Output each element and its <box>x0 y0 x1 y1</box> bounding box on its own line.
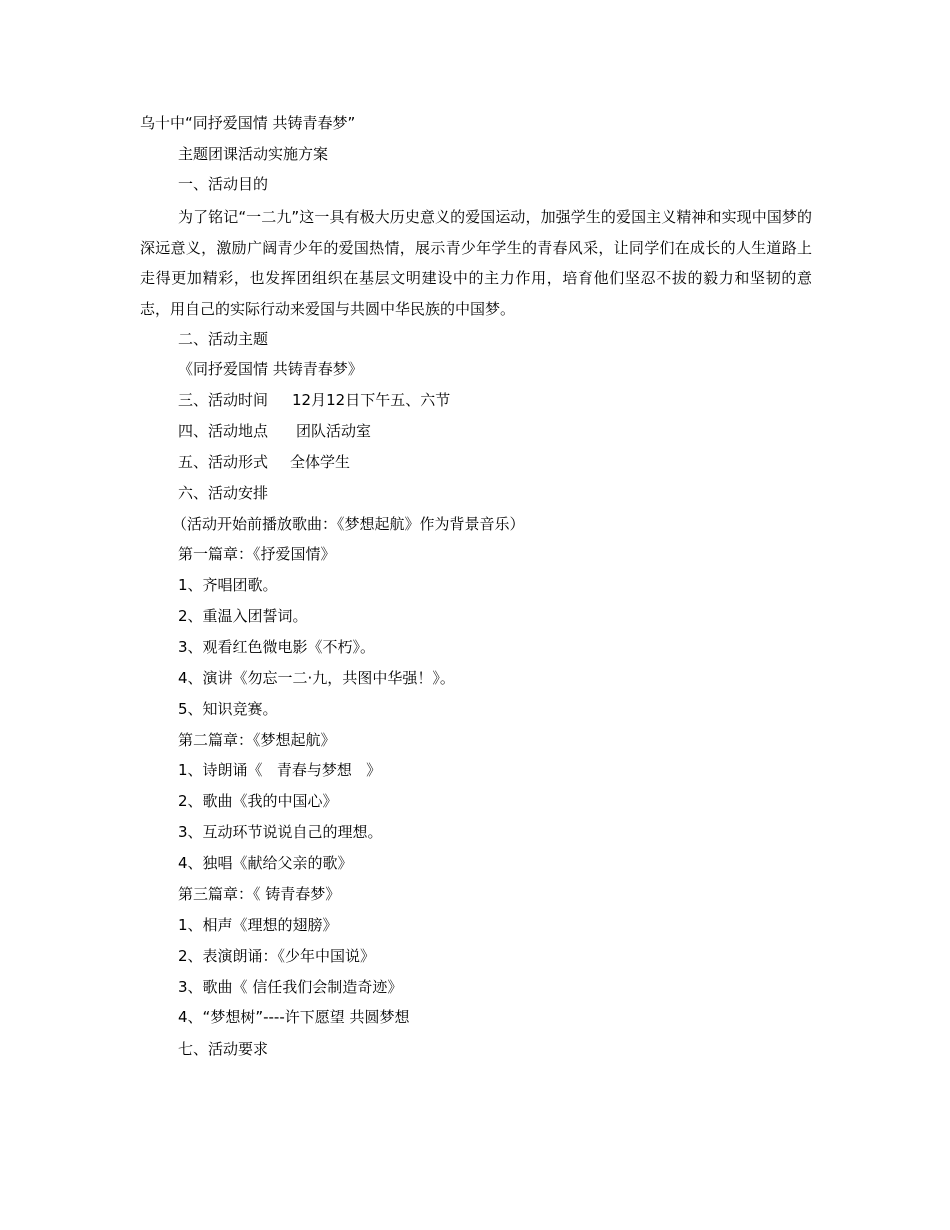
section-heading-purpose: 一、活动目的 <box>178 175 269 193</box>
time-label: 三、活动时间 <box>178 391 269 409</box>
section-heading-requirements: 七、活动要求 <box>178 1040 269 1058</box>
chapter1-item: 5、知识竞赛。 <box>178 700 278 718</box>
chapter2-heading: 第二篇章：《梦想起航》 <box>178 731 336 749</box>
chapter1-item: 4、演讲《勿忘一二·九，共图中华强！》。 <box>178 669 455 687</box>
purpose-paragraph: 为了铭记“一二九”这一具有极大历史意义的爱国运动，加强学生的爱国主义精神和实现中国梦的深远意义，激励广阔青少年的爱国热情，展示青少年学生的青春风采，让同学们在成长的人生道路上走得更加精彩，也发挥团组织在基层文明建设中的主力作用，培育他们坚忍不拔的毅力和坚韧的意志，用自己的实际行动来爱国与共圆中华民族的中国梦。 <box>140 208 812 318</box>
format-row <box>178 452 350 472</box>
format-label: 五、活动形式 <box>178 453 269 471</box>
time-value: 12月12日下午五、六节 <box>292 391 451 409</box>
chapter1-heading: 第一篇章：《抒爱国情》 <box>178 545 336 563</box>
chapter3-item: 4、“梦想树”----许下愿望 共圆梦想 <box>178 1008 410 1026</box>
chapter2-item: 1、诗朗诵《 青春与梦想 》 <box>178 761 382 779</box>
chapter1-item: 1、齐唱团歌。 <box>178 576 278 594</box>
format-value: 全体学生 <box>290 453 351 471</box>
chapter3-heading: 第三篇章：《 铸青春梦》 <box>178 885 341 903</box>
chapter2-item: 2、歌曲《我的中国心》 <box>178 792 338 810</box>
time-row <box>178 390 450 410</box>
chapter2-item: 3、互动环节说说自己的理想。 <box>178 823 383 841</box>
document-title-line2: 主题团课活动实施方案 <box>178 145 329 163</box>
location-row <box>178 421 371 441</box>
chapter1-item: 2、重温入团誓词。 <box>178 607 308 625</box>
chapter2-item: 4、独唱《献给父亲的歌》 <box>178 854 353 872</box>
theme-title: 《同抒爱国情 共铸青春梦》 <box>178 360 363 378</box>
schedule-note: （活动开始前播放歌曲：《梦想起航》作为背景音乐） <box>172 515 525 533</box>
location-value: 团队活动室 <box>296 422 372 440</box>
document-title-line1: 乌十中“同抒爱国情 共铸青春梦” <box>140 114 356 132</box>
location-label: 四、活动地点 <box>178 422 269 440</box>
chapter3-item: 1、相声《理想的翅膀》 <box>178 916 338 934</box>
chapter1-item: 3、观看红色微电影《不朽》。 <box>178 638 376 656</box>
chapter3-item: 3、歌曲《 信任我们会制造奇迹》 <box>178 978 403 996</box>
section-heading-schedule: 六、活动安排 <box>178 484 269 502</box>
chapter3-item: 2、表演朗诵：《少年中国说》 <box>178 947 376 965</box>
section-heading-theme: 二、活动主题 <box>178 330 269 348</box>
